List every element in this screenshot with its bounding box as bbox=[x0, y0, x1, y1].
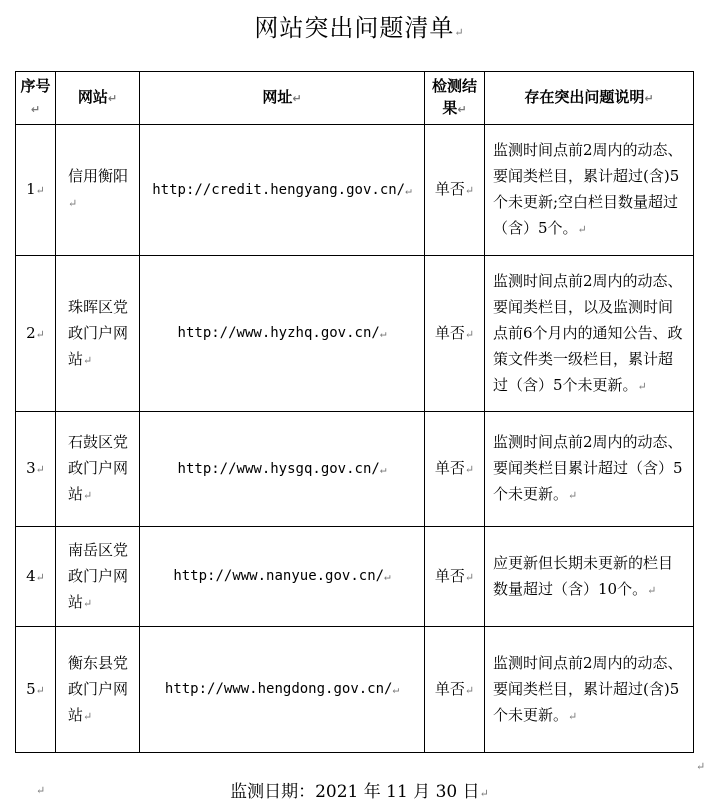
row-site: 信用衡阳↵ bbox=[56, 125, 140, 256]
row-url: http://www.hysgq.gov.cn/↵ bbox=[140, 412, 425, 527]
row-url: http://www.nanyue.gov.cn/↵ bbox=[140, 527, 425, 627]
row-desc: 监测时间点前2周内的动态、要闻类栏目，以及监测时间点前6个月内的通知公告、政策文件类一级栏目，累计超过（含）5个未更新。↵ bbox=[485, 256, 694, 412]
row-index: 3↵ bbox=[16, 412, 56, 527]
row-site: 珠晖区党政门户网站↵ bbox=[56, 256, 140, 412]
table-row bbox=[16, 527, 694, 627]
header-result: 检测结果↵ bbox=[425, 72, 485, 125]
row-result: 单否↵ bbox=[425, 256, 485, 412]
row-url: http://www.hengdong.gov.cn/↵ bbox=[140, 627, 425, 753]
row-url: http://credit.hengyang.gov.cn/↵ bbox=[140, 125, 425, 256]
document-title: 网站突出问题清单↵ bbox=[254, 14, 465, 42]
row-url: http://www.hyzhq.gov.cn/↵ bbox=[140, 256, 425, 412]
row-index: 4↵ bbox=[16, 527, 56, 627]
row-result: 单否↵ bbox=[425, 125, 485, 256]
table-row bbox=[16, 125, 694, 256]
monitor-date: 监测日期：2021 年 11 月 30 日↵ bbox=[230, 782, 489, 802]
paragraph-mark: ↵ bbox=[36, 784, 46, 797]
issues-table bbox=[15, 71, 694, 753]
row-site: 南岳区党政门户网站↵ bbox=[56, 527, 140, 627]
header-site: 网站↵ bbox=[56, 72, 140, 125]
row-desc: 监测时间点前2周内的动态、要闻类栏目，累计超过(含)5个未更新;空白栏目数量超过（含）5个。↵ bbox=[485, 125, 694, 256]
header-index: 序号↵ bbox=[16, 72, 56, 125]
row-index: 1↵ bbox=[16, 125, 56, 256]
table-row bbox=[16, 256, 694, 412]
row-desc: 监测时间点前2周内的动态、要闻类栏目，累计超过(含)5个未更新。↵ bbox=[485, 627, 694, 753]
row-site: 衡东县党政门户网站↵ bbox=[56, 627, 140, 753]
row-desc: 应更新但长期未更新的栏目数量超过（含）10个。↵ bbox=[485, 527, 694, 627]
header-desc: 存在突出问题说明↵ bbox=[485, 72, 694, 125]
table-row bbox=[16, 412, 694, 527]
row-index: 2↵ bbox=[16, 256, 56, 412]
table-header-row bbox=[16, 72, 694, 125]
row-site: 石鼓区党政门户网站↵ bbox=[56, 412, 140, 527]
paragraph-mark: ↵ bbox=[696, 760, 706, 773]
row-result: 单否↵ bbox=[425, 627, 485, 753]
row-desc: 监测时间点前2周内的动态、要闻类栏目累计超过（含）5个未更新。↵ bbox=[485, 412, 694, 527]
row-result: 单否↵ bbox=[425, 412, 485, 527]
row-result: 单否↵ bbox=[425, 527, 485, 627]
row-index: 5↵ bbox=[16, 627, 56, 753]
header-url: 网址↵ bbox=[140, 72, 425, 125]
table-row bbox=[16, 627, 694, 753]
